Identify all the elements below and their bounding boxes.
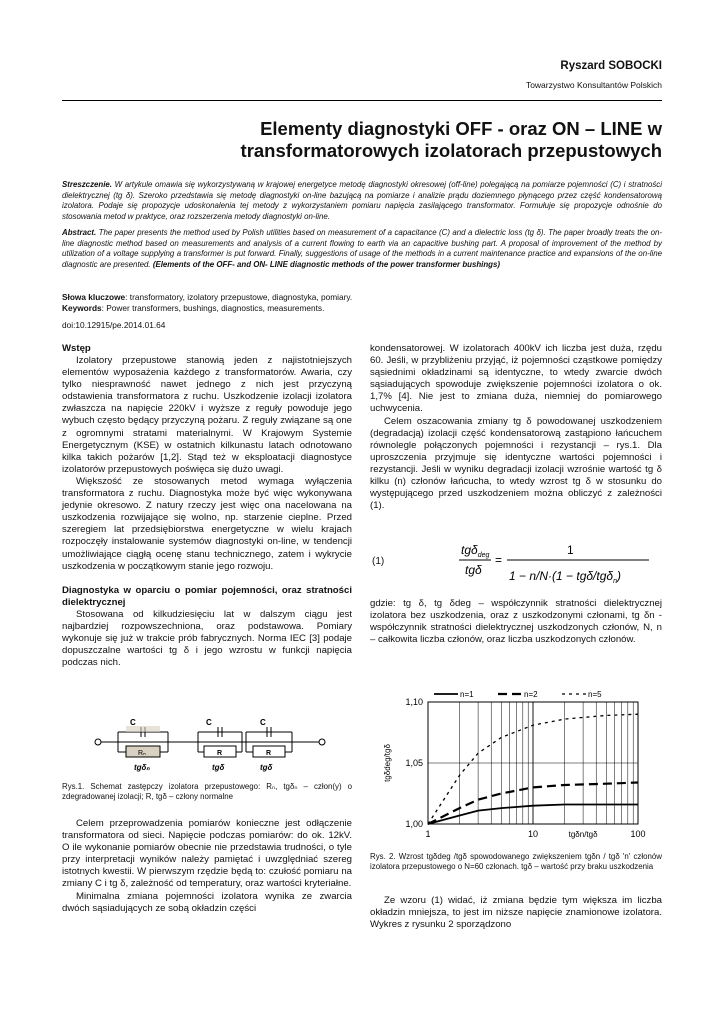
abstract-pl-label: Streszczenie. (62, 180, 112, 189)
capacitor-label: C (130, 718, 136, 727)
abstract-en-label: Abstract. (62, 228, 97, 237)
left-column-top (62, 343, 352, 669)
resistor-label: R (217, 750, 223, 757)
abstract-pl-text: W artykule omawia się wykorzystywaną w krajowej energetyce metodę diagnostyki okresowej (off-line) polegającą na pomiarze pojemności (C) i stratności dielektrycznej (tg δ). Szeroko przedstawia się metodę diagnostyki on-line bazującą na pomiarze i analizie prądu doziemnego płynącego przez część kondensatorową izolatora. Podaje się propozycje udoskonalenia tej metody z wykorzystaniem pomiaru napięcia zasilającego transformator. Formułuje się propozycje odnośnie do stosowania metod w praktyce, oraz rozszerzenia metody diagnostyki on-line. (62, 180, 662, 221)
section-heading-capacitance: Diagnostyka w oparciu o pomiar pojemności, oraz stratności dielektrycznej (62, 584, 352, 608)
capacitor-label: C (206, 718, 212, 727)
x-tick-label: 10 (527, 829, 539, 839)
header-rule (62, 100, 662, 101)
keywords-pl: : transformatory, izolatory przepustowe, diagnostyka, pomiary. (125, 292, 353, 302)
tg-label: tgδ (260, 763, 273, 772)
y-tick-label: 1,10 (405, 697, 423, 707)
legend-label: n=1 (460, 690, 474, 699)
paragraph: gdzie: tg δ, tg δdeg – współczynnik stratności dielektrycznej izolatora bez uszkodzenia, oraz z uszkodzonymi członami, tg δn - współczynnik stratności dielektrycznej uszkodzonych członów, N, n – całkowita liczba członów, oraz liczba uszkodzonych członów. (370, 598, 662, 646)
figure-2-caption: Rys. 2. Wzrost tgδdeg /tgδ spowodowanego zwiększeniem tgδn / tgδ 'n' członów izolatora przepustowego o N=60 członach. tgδ – wartość przy braku uszkodzenia (370, 852, 662, 871)
author-name: Ryszard SOBOCKI (560, 60, 662, 72)
keywords-pl-label: Słowa kluczowe (62, 292, 126, 302)
resistor-label: Rₙ (138, 750, 146, 757)
right-column-bottom (370, 895, 662, 931)
y-tick-label: 1,00 (405, 819, 423, 829)
equation-1 (455, 538, 655, 594)
author-affiliation: Towarzystwo Konsultantów Polskich (525, 80, 662, 90)
legend-label: n=2 (524, 690, 538, 699)
left-column-bottom (62, 818, 352, 915)
svg-text:1 − n/N·(1 − tgδ/tgδn): 1 − n/N·(1 − tgδ/tgδ$_n$) (509, 569, 621, 585)
paper-title: Elementy diagnostyki OFF - oraz ON – LINE w transformatorowych izolatorach przepustowych (240, 118, 662, 161)
svg-text:=: = (495, 553, 503, 567)
keywords-en: : Power transformers, bushings, diagnostics, measurements. (101, 303, 325, 313)
paragraph: Izolatory przepustowe stanowią jeden z najistotniejszych elementów wyposażenia każdego z transformatorów. Awaria, czy tylko niesprawność nawet jednego z nich jest przyczyną odstawienia transformatora z ruchu. Uszkodzenie izolacji izolatora zwłaszcza na napięcie 220kV i wyższe z reguły powoduje jego wybuch często będący przyczyną pożaru. Z reguły związane są one z ogromnymi stratami materialnymi. W Krajowym Systemie Energetycznym (KSE) w ostatnich kilkunastu latach odnotowano kilka takich pożarów [1,2]. Stąd też w eksploatacji diagnostyce izolatorów przepustowych poświęca się dużo uwagi. (62, 355, 352, 475)
y-axis-label: tgδdeg/tgδ (383, 744, 392, 782)
svg-text:tgδ: tgδ (465, 563, 482, 577)
abstract-en-title: (Elements of the OFF- and ON- LINE diagnostic methods of the power transformer bushings) (152, 259, 501, 269)
figure-2-chart (370, 672, 662, 850)
svg-text:tgδdeg: tgδ$_{deg}$ (461, 543, 490, 559)
x-tick-label: 1 (425, 829, 431, 839)
paragraph: kondensatorowej. W izolatorach 400kV ich liczba jest duża, rzędu 60. Jeśli, w przybliżeniu przyjąć, iż pojemności cząstkowe pomiędzy sąsiednimi okładzinami są identyczne, to wtedy zwarcie dwóch sąsiadujących spowoduje zwiększenie pojemności izolatora o ok. 1,7% [4]. Nie jest to zmiana duża, niemniej do pomiarowego uchwycenia. (370, 343, 662, 415)
abstract-en-text: The paper presents the method used by Polish utilities based on measurement of a capacitance (C) and a dielectric loss (tg δ). The paper broadly treats the on-line diagnostic method based on measurements and analysis of a current flowing to earth via an capacitive bushing part. A proposal of improvement of the method by utilization of a voltage supplying a transformer is put forward. Finally, suggestions of usage of the methods in a current maintenance practice and expansions of the on-line diagnostic are presented. (62, 228, 662, 269)
legend-label: n=5 (588, 690, 602, 699)
x-tick-label: 100 (630, 829, 646, 839)
tg-label: tgδₙ (134, 763, 150, 772)
section-heading-intro: Wstęp (62, 343, 91, 354)
y-tick-label: 1,05 (405, 758, 423, 768)
right-column-top (370, 343, 662, 512)
equivalent-circuit-diagram (90, 716, 330, 778)
tg-label: tgδ (212, 763, 225, 772)
x-axis-label: tgδn/tgδ (568, 830, 598, 839)
svg-text:1: 1 (567, 543, 574, 557)
paragraph: Stosowana od kilkudziesięciu lat w dalszym ciągu jest najbardziej rozpowszechniona, oraz podstawowa. Pomiary wykonuje się już w trakcie prób fabrycznych. Norma IEC [3] podaje dopuszczalne wartości tg δ i jego wzrostu w funkcji napięcia podczas nich. (62, 608, 352, 669)
paragraph: Celem przeprowadzenia pomiarów konieczne jest odłączenie transformatora od sieci. Napięcie podczas pomiarów: do ok. 12kV. O ile wykonanie pomiarów obecnie nie przedstawia trudności, o tyle przy interpretacji wyników należy pamiętać i uwzględniać szereg istotnych kwestii. W pierwszym rzędzie będą to: czułość pomiaru na zmiany C i tg δ, zależność od temperatury, oraz wartości kryteriałne. (62, 818, 352, 890)
doi: doi:10.12915/pe.2014.01.64 (62, 320, 166, 330)
paragraph: Większość ze stosowanych metod wymaga wyłączenia transformatora z ruchu. Diagnostyka może być więc wykonywana jedynie okresowo. Z natury rzeczy jest więc ona nacelowana na uszkodzenia rozwijające się wolno, np. starzenie cieplne. Przed szeregiem lat przedsiębiorstwa energetyczne w wielu krajach rozpoczęły instalowanie systemów diagnostyki on-line, w tendencji umożliwiające ciągłą ocenę stanu technicznego, zatem i wykrycie uszkodzenia w początkowym stanie jego rozwoju. (62, 475, 352, 572)
figure-1-caption: Rys.1. Schemat zastępczy izolatora przepustowego: Rₙ, tgδₙ – człon(y) o zdegradowanej izolacji; R, tgδ – człony normalne (62, 782, 352, 801)
right-column-mid (370, 598, 662, 646)
abstract-pl (62, 180, 662, 222)
keywords-block (62, 292, 662, 331)
abstract-en (62, 228, 662, 270)
resistor-label: R (266, 750, 272, 757)
capacitor-label: C (260, 718, 266, 727)
keywords-en-label: Keywords (62, 303, 102, 313)
paragraph: Ze wzoru (1) widać, iż zmiana będzie tym większa im liczba okładzin mniejsza, to jest im niższe napięcie znamionowe izolatora. Wykres z rysunku 2 sporządzono (370, 895, 662, 931)
paragraph: Celem oszacowania zmiany tg δ powodowanej uszkodzeniem (degradacją) izolacji część kondensatorową zastąpiono łańcuchem równolegle połączonych pojemności i rezystancji – rys.1. Dla uproszczenia przyjmuje się identyczne wartości pojemności i rezystancji. Jeśli w wyniku degradacji izolacji wzrośnie wartość tg δ kilku (n) członów łańcucha, to wtedy wzrost tg δ w stosunku do występującego przed uszkodzeniem można obliczyć z zależności (1). (370, 415, 662, 512)
paragraph: Minimalna zmiana pojemności izolatora wynika ze zwarcia dwóch sąsiadujących ze sobą okładzin części (62, 890, 352, 914)
equation-number: (1) (372, 556, 385, 567)
